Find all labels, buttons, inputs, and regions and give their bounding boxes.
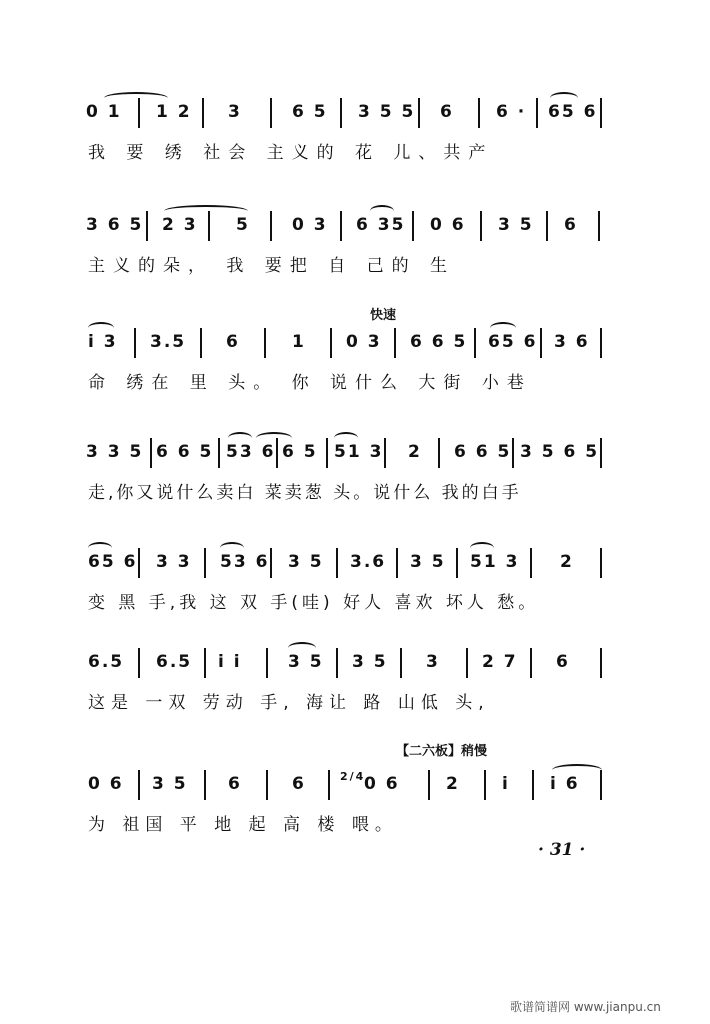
- barline: [270, 548, 272, 578]
- barline: [200, 328, 202, 358]
- barline: [336, 648, 338, 678]
- measure: 53 6: [220, 552, 270, 572]
- barline: [394, 328, 396, 358]
- slur: [256, 432, 292, 444]
- music-system-6: [0, 642, 710, 732]
- measure: i 6: [550, 774, 580, 794]
- barline: [438, 438, 440, 468]
- barline: [600, 648, 602, 678]
- measure: 6 ·: [496, 102, 527, 122]
- barline: [530, 548, 532, 578]
- notation-row: [0, 764, 710, 804]
- music-system-3: [0, 322, 710, 412]
- slur: [88, 542, 112, 554]
- measure: 6: [440, 102, 454, 122]
- barline: [466, 648, 468, 678]
- measure: 0 6: [88, 774, 124, 794]
- barline: [138, 770, 140, 800]
- tempo-mark-fast: 快速: [370, 308, 397, 323]
- barline: [536, 98, 538, 128]
- notation-row: [0, 322, 710, 362]
- barline: [540, 328, 542, 358]
- slur: [104, 92, 168, 104]
- barline: [270, 98, 272, 128]
- barline: [204, 770, 206, 800]
- notation-row: [0, 92, 710, 132]
- barline: [598, 211, 600, 241]
- measure: 53 6: [226, 442, 276, 462]
- measure: 0 6: [364, 774, 400, 794]
- measure: 6: [564, 215, 578, 235]
- measure: 3 5 6 5: [520, 442, 600, 462]
- slur: [470, 542, 494, 554]
- measure: 3 5: [288, 652, 324, 672]
- barline: [204, 548, 206, 578]
- measure: 3 5 5: [358, 102, 416, 122]
- measure: 2: [560, 552, 574, 572]
- slur: [370, 205, 394, 217]
- measure: 6: [226, 332, 240, 352]
- barline: [138, 548, 140, 578]
- measure: 3 6 5: [86, 215, 144, 235]
- slur: [288, 642, 316, 654]
- barline: [384, 438, 386, 468]
- barline: [530, 648, 532, 678]
- measure: 6.5: [156, 652, 193, 672]
- measure: 51 3: [470, 552, 520, 572]
- measure: 1 2: [156, 102, 192, 122]
- watermark-text: 歌谱简谱网 www.jianpu.cn: [510, 1000, 661, 1014]
- barline: [328, 770, 330, 800]
- measure: 65 6: [548, 102, 598, 122]
- barline: [266, 648, 268, 678]
- measure: 3 6: [554, 332, 590, 352]
- barline: [270, 211, 272, 241]
- slur: [550, 92, 578, 104]
- barline: [428, 770, 430, 800]
- barline: [474, 328, 476, 358]
- slur: [334, 432, 358, 444]
- measure: 6 35: [356, 215, 406, 235]
- music-system-2: [0, 205, 710, 295]
- measure: 6: [556, 652, 570, 672]
- music-system-1: [0, 92, 710, 182]
- measure: 3: [228, 102, 242, 122]
- notation-row: [0, 642, 710, 682]
- barline: [266, 770, 268, 800]
- measure: 3 5: [152, 774, 188, 794]
- barline: [546, 211, 548, 241]
- measure: 6 6 5: [454, 442, 512, 462]
- lyrics-line: 变 黑 手,我 这 双 手(哇) 好人 喜欢 坏人 愁。: [88, 593, 540, 613]
- slur: [220, 542, 244, 554]
- measure: 3 5: [498, 215, 534, 235]
- measure: i 3: [88, 332, 118, 352]
- lyrics-line: 这是 一双 劳动 手, 海让 路 山低 头,: [88, 693, 490, 713]
- barline: [600, 98, 602, 128]
- barline: [600, 438, 602, 468]
- measure: 2 3: [162, 215, 198, 235]
- measure: 3: [426, 652, 440, 672]
- barline: [264, 328, 266, 358]
- measure: 6 5: [282, 442, 318, 462]
- measure: i: [502, 774, 510, 794]
- measure: 2: [408, 442, 422, 462]
- lyrics-line: 主义的朵， 我 要把 自 己的 生: [88, 256, 456, 276]
- barline: [400, 648, 402, 678]
- measure: 51 3: [334, 442, 384, 462]
- slur: [164, 205, 248, 217]
- barline: [600, 548, 602, 578]
- barline: [202, 98, 204, 128]
- barline: [204, 648, 206, 678]
- tempo-mark-erliu: 【二六板】稍慢: [396, 744, 488, 759]
- measure: 3 3 5: [86, 442, 144, 462]
- barline: [396, 548, 398, 578]
- measure: 65 6: [88, 552, 138, 572]
- measure: 6.5: [88, 652, 125, 672]
- measure: 2/4: [340, 770, 366, 783]
- measure: 1: [292, 332, 306, 352]
- slur: [552, 764, 602, 776]
- barline: [146, 211, 148, 241]
- barline: [600, 328, 602, 358]
- lyrics-line: 我 要 绣 社会 主义的 花 儿、共产: [88, 143, 494, 163]
- measure: 0 3: [292, 215, 328, 235]
- music-system-4: [0, 432, 710, 522]
- slur: [88, 322, 114, 334]
- barline: [340, 98, 342, 128]
- barline: [456, 548, 458, 578]
- barline: [150, 438, 152, 468]
- barline: [484, 770, 486, 800]
- measure: 3 5: [352, 652, 388, 672]
- music-system-5: [0, 542, 710, 632]
- barline: [412, 211, 414, 241]
- barline: [336, 548, 338, 578]
- barline: [138, 648, 140, 678]
- measure: 6 6 5: [156, 442, 214, 462]
- measure: 3.5: [150, 332, 187, 352]
- barline: [512, 438, 514, 468]
- notation-row: [0, 205, 710, 245]
- measure: 6 6 5: [410, 332, 468, 352]
- barline: [418, 98, 420, 128]
- barline: [480, 211, 482, 241]
- measure: 6: [228, 774, 242, 794]
- slur: [228, 432, 252, 444]
- notation-row: [0, 542, 710, 582]
- measure: 2: [446, 774, 460, 794]
- measure: 3 3: [156, 552, 192, 572]
- measure: 3 5: [288, 552, 324, 572]
- barline: [532, 770, 534, 800]
- slur: [490, 322, 516, 334]
- page-number: · 31 ·: [538, 840, 586, 860]
- lyrics-line: 命 绣在 里 头。 你 说什么 大街 小巷: [88, 373, 532, 393]
- measure: 2 7: [482, 652, 518, 672]
- measure: 0 1: [86, 102, 122, 122]
- notation-row: [0, 432, 710, 472]
- measure: 3 5: [410, 552, 446, 572]
- measure: 3.6: [350, 552, 387, 572]
- barline: [340, 211, 342, 241]
- measure: i i: [218, 652, 242, 672]
- measure: 5: [236, 215, 250, 235]
- measure: 6 5: [292, 102, 328, 122]
- barline: [134, 328, 136, 358]
- lyrics-line: 走,你又说什么卖白 菜卖葱 头。说什么 我的白手: [88, 483, 522, 503]
- barline: [326, 438, 328, 468]
- barline: [478, 98, 480, 128]
- measure: 0 3: [346, 332, 382, 352]
- lyrics-line: 为 祖国 平 地 起 高 楼 喂。: [88, 815, 398, 835]
- measure: 65 6: [488, 332, 538, 352]
- music-system-7: [0, 764, 710, 854]
- measure: 6: [292, 774, 306, 794]
- barline: [218, 438, 220, 468]
- measure: 0 6: [430, 215, 466, 235]
- barline: [330, 328, 332, 358]
